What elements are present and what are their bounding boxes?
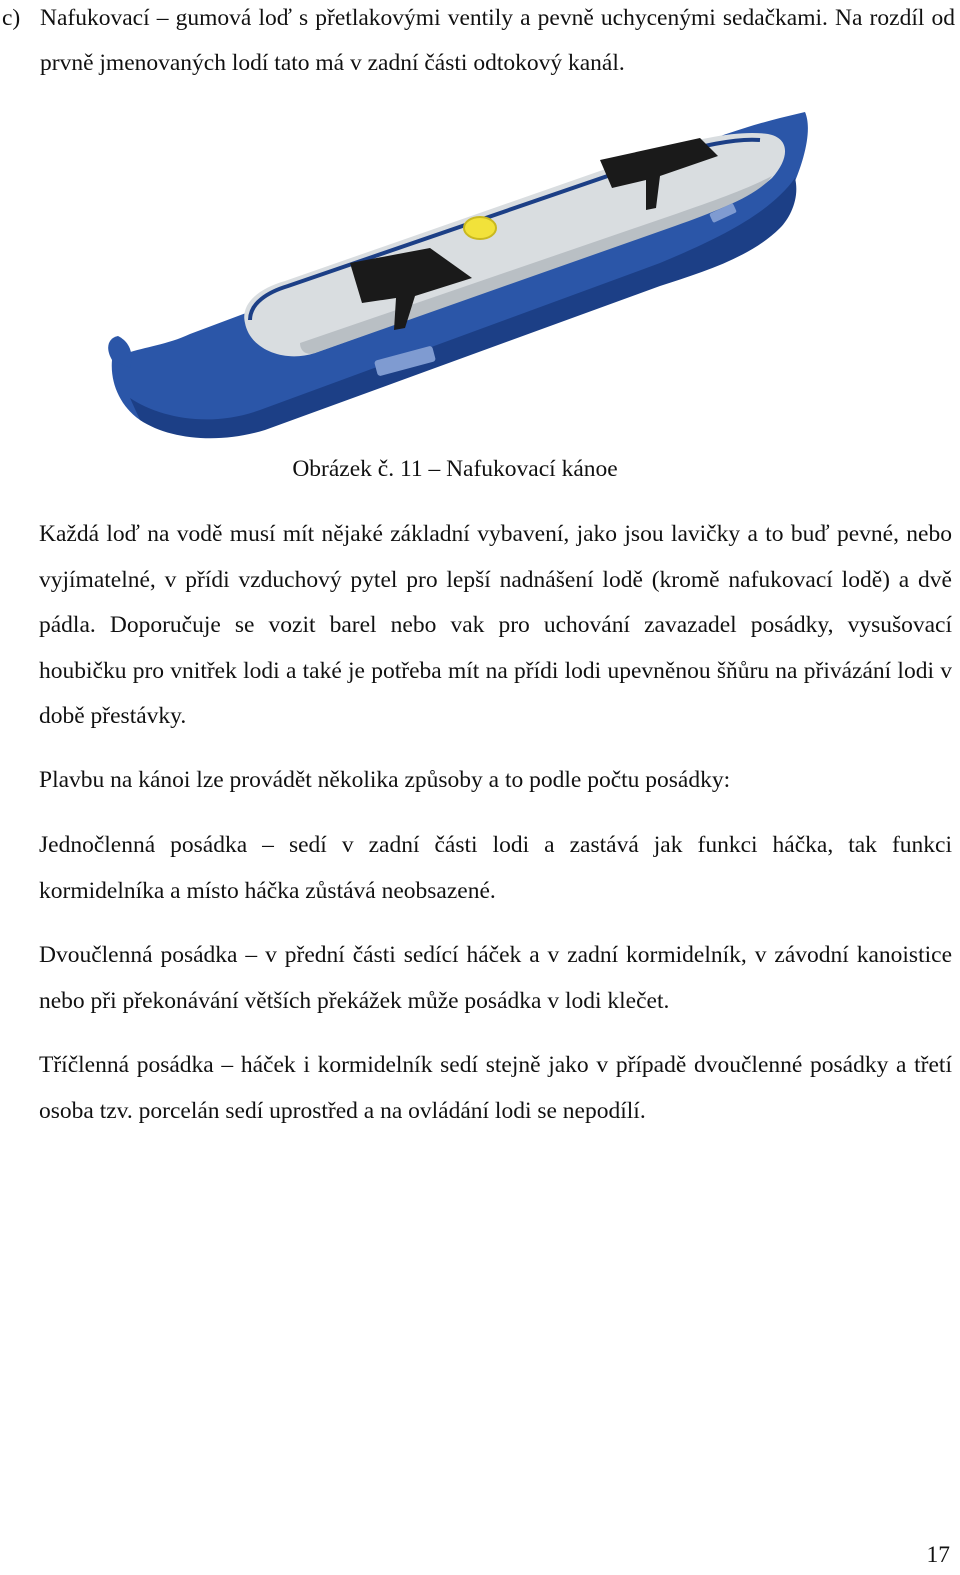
page-number: 17: [926, 1542, 950, 1568]
paragraph-equipment: Každá loď na vodě musí mít nějaké základní vybavení, jako jsou lavičky a to buď pevné, nebo vyjímatelné, v přídi vzduchový pytel pro lepší nadnášení lodě (kromě nafukovací lodě) a dvě pádla. Doporučuje se vozit barel nebo vak pro uchování zavazadel posádky, vysušovací houbičku pro vnitřek lodi a také je potřeba mít na přídi lodi upevněnou šňůru na přivázání lodi v době přestávky.: [39, 521, 952, 729]
paragraph-triple-crew: Tříčlenná posádka – háček i kormidelník sedí stejně jako v případě dvoučlenné posádky a třetí osoba tzv. porcelán sedí uprostřed a na ovládání lodi se nepodílí.: [39, 1052, 952, 1124]
list-marker: c): [2, 5, 21, 31]
paragraph-single-crew: Jednočlenná posádka – sedí v zadní části lodi a zastává jak funkci háčka, tak funkci kormidelníka a místo háčka zůstává neobsazené.: [39, 832, 952, 904]
valve-icon: [464, 217, 496, 239]
figure-inflatable-canoe: [100, 98, 820, 444]
canoe-image: [100, 98, 820, 444]
paragraph-crew-intro: Plavbu na kánoi lze provádět několika způsoby a to podle počtu posádky:: [39, 767, 731, 793]
figure-caption: Obrázek č. 11 – Nafukovací kánoe: [292, 456, 618, 482]
paragraph-double-crew: Dvoučlenná posádka – v přední části sedící háček a v zadní kormidelník, v závodní kanoistice nebo při překonávání větších překážek může posádka v lodi klečet.: [39, 942, 952, 1014]
list-item-c: [0, 0, 955, 86]
canoe-bow: [108, 336, 131, 368]
list-item-text: Nafukovací – gumová loď s přetlakovými ventily a pevně uchycenými sedačkami. Na rozdíl od prvně jmenovaných lodí tato má v zadní části odtokový kanál.: [40, 5, 955, 76]
